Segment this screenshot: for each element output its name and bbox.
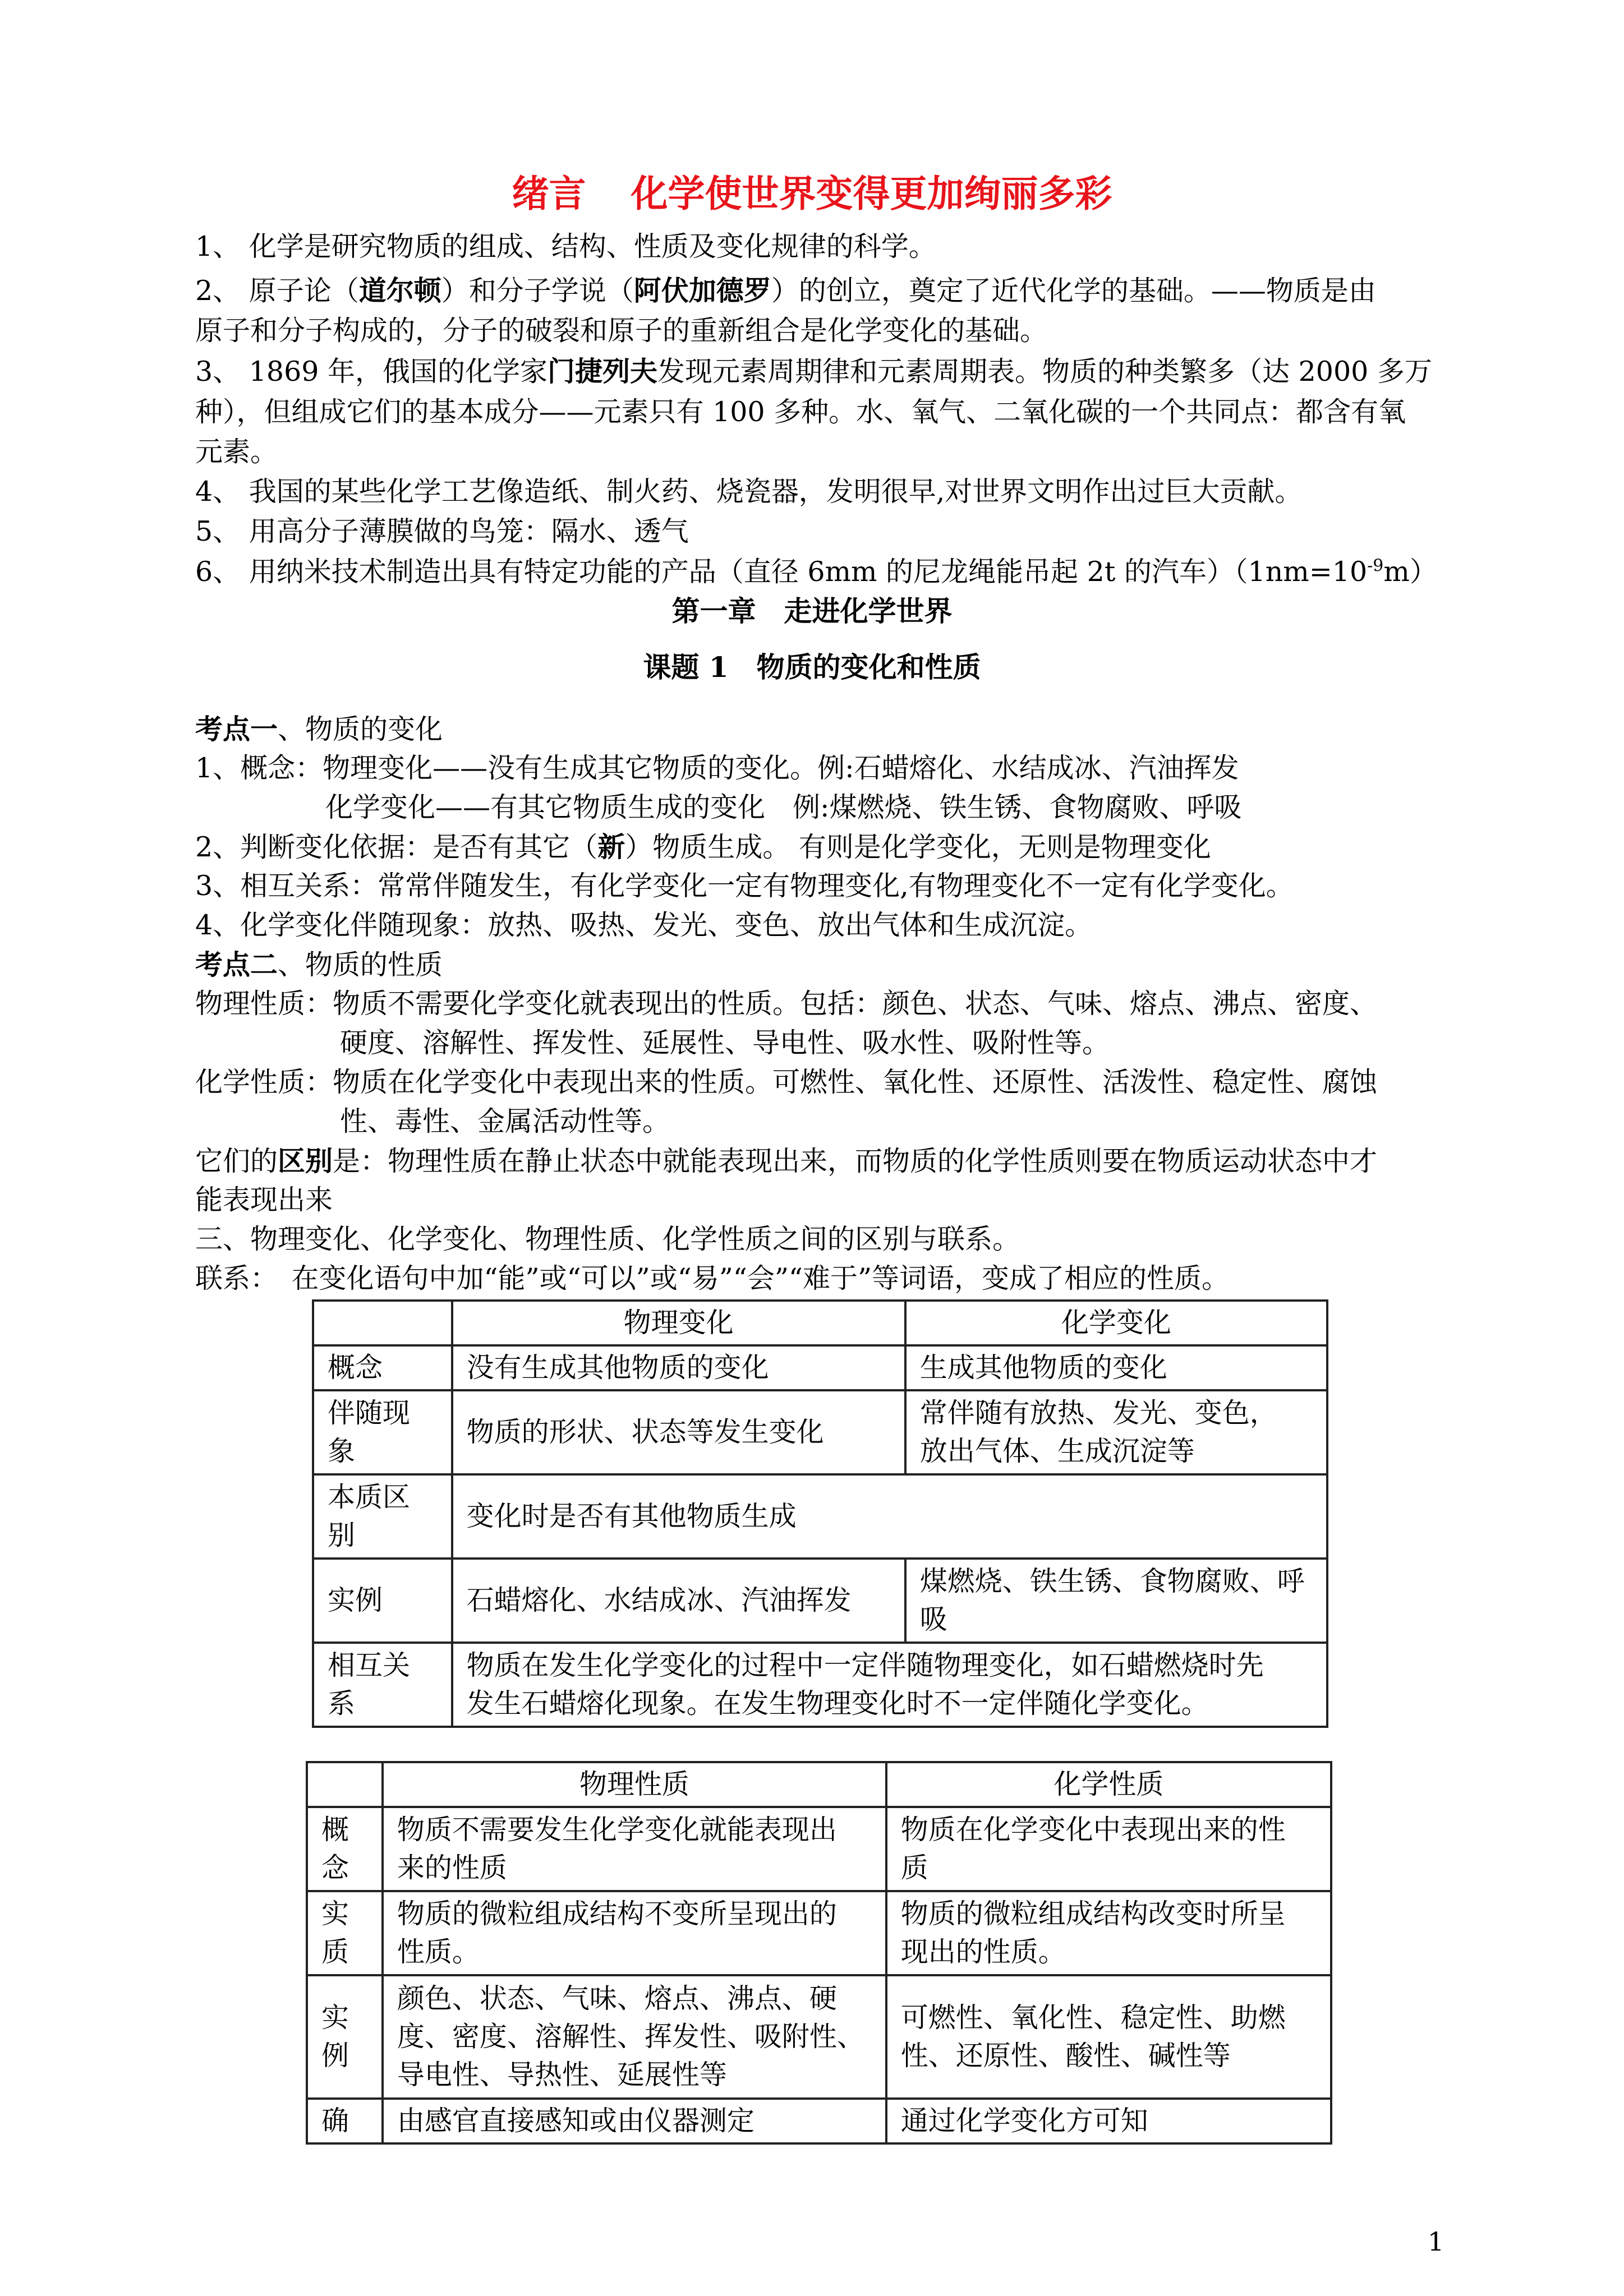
s1-line-3: 2、判断变化依据：是否有其它（新）物质生成。 有则是化学变化，无则是物理变化 xyxy=(195,831,1211,863)
s1-line-1: 1、概念：物理变化——没有生成其它物质的变化。例:石蜡熔化、水结成冰、汽油挥发 xyxy=(195,752,1239,784)
s2-line-3: 化学性质：物质在化学变化中表现出来的性质。可燃性、氧化性、还原性、活泼性、稳定性、腐蚀 xyxy=(195,1066,1378,1098)
table-cell: 物质不需要发生化学变化就能表现出 来的性质 xyxy=(383,1807,886,1891)
page-title xyxy=(0,168,1624,219)
table-row xyxy=(313,1474,1327,1559)
intro-line-9: 6、 用纳米技术制造出具有特定功能的产品（直径 6mm 的尼龙绳能吊起 2t 的汽车）$(1nm=10^{-9}m)$ xyxy=(195,556,1437,588)
row-label: 实 例 xyxy=(307,1975,383,2099)
s1-line-4: 3、相互关系：常常伴随发生，有化学变化一定有物理变化,有物理变化不一定有化学变化。 xyxy=(195,870,1294,902)
s2-line-6: 能表现出来 xyxy=(195,1184,333,1216)
table-cell: 由感官直接感知或由仪器测定 xyxy=(383,2099,886,2143)
table-row xyxy=(313,1301,1327,1345)
table-row xyxy=(307,2099,1331,2143)
table-cell: 物质在发生化学变化的过程中一定伴随物理变化，如石蜡燃烧时先 发生石蜡熔化现象。在发生物理变化时不一定伴随化学变化。 xyxy=(452,1643,1327,1727)
table-cell: 煤燃烧、铁生锈、食物腐败、呼 吸 xyxy=(905,1559,1327,1643)
table-row xyxy=(307,1891,1331,1975)
title-part-1: 绪言 xyxy=(512,172,586,215)
row-label: 伴随现 象 xyxy=(313,1390,452,1474)
table-cell: 常伴随有放热、发光、变色， 放出气体、生成沉淀等 xyxy=(905,1390,1327,1474)
table-cell: 生成其他物质的变化 xyxy=(905,1345,1327,1390)
s2-line-5: 它们的区别是：物理性质在静止状态中就能表现出来，而物质的化学性质则要在物质运动状态中才 xyxy=(195,1145,1378,1177)
intro-line-6: 元素。 xyxy=(195,436,278,468)
property-comparison-table xyxy=(306,1761,1332,2145)
chapter-heading: 第一章 走进化学世界 xyxy=(671,594,953,628)
s1-line-2: 化学变化——有其它物质生成的变化 例:煤燃烧、铁生锈、食物腐败、呼吸 xyxy=(325,791,1242,823)
table-row xyxy=(307,1807,1331,1891)
table-cell: 通过化学变化方可知 xyxy=(886,2099,1331,2143)
change-comparison-table xyxy=(312,1299,1328,1728)
table-cell: 石蜡熔化、水结成冰、汽油挥发 xyxy=(452,1559,905,1643)
table-cell: 可燃性、氧化性、稳定性、助燃 性、还原性、酸性、碱性等 xyxy=(886,1975,1331,2099)
table-cell: 物质的形状、状态等发生变化 xyxy=(452,1390,905,1474)
table-header-physical-change: 物理变化 xyxy=(452,1301,905,1345)
kaodian-2-heading: 考点二、物质的性质 xyxy=(195,948,443,981)
row-label: 概 念 xyxy=(307,1807,383,1891)
table-cell: 物质的微粒组成结构不变所呈现出的 性质。 xyxy=(383,1891,886,1975)
lesson-heading: 课题 1 物质的变化和性质 xyxy=(643,651,981,684)
row-label: 实例 xyxy=(313,1559,452,1643)
intro-line-5: 种），但组成它们的基本成分——元素只有 100 多种。水、氧气、二氧化碳的一个共同点：都含有氧 xyxy=(195,396,1406,428)
table-row xyxy=(313,1345,1327,1390)
table-cell xyxy=(307,1762,383,1807)
row-label: 确 xyxy=(307,2099,383,2143)
table-row xyxy=(307,1975,1331,2099)
table-header-chemical-property: 化学性质 xyxy=(886,1762,1331,1807)
row-label: 本质区 别 xyxy=(313,1474,452,1559)
table-cell: 变化时是否有其他物质生成 xyxy=(452,1474,1327,1559)
intro-line-1: 1、 化学是研究物质的组成、结构、性质及变化规律的科学。 xyxy=(195,230,936,262)
table-row xyxy=(313,1643,1327,1727)
table-cell: 颜色、状态、气味、熔点、沸点、硬 度、密度、溶解性、挥发性、吸附性、 导电性、导热性、延展性等 xyxy=(383,1975,886,2099)
intro-line-7: 4、 我国的某些化学工艺像造纸、制火药、烧瓷器，发明很早,对世界文明作出过巨大贡献。 xyxy=(195,476,1303,508)
table-header-physical-property: 物理性质 xyxy=(383,1762,886,1807)
intro-line-2: 2、 原子论（道尔顿）和分子学说（阿伏加德罗）的创立，奠定了近代化学的基础。——物质是由 xyxy=(195,274,1376,307)
title-part-2: 化学使世界变得更加绚丽多彩 xyxy=(631,172,1112,215)
table-row xyxy=(313,1559,1327,1643)
intro-line-4: 3、 1869 年，俄国的化学家门捷列夫发现元素周期律和元素周期表。物质的种类繁多（达 2000 多万 xyxy=(195,355,1432,388)
row-label: 概念 xyxy=(313,1345,452,1390)
s1-line-5: 4、化学变化伴随现象：放热、吸热、发光、变色、放出气体和生成沉淀。 xyxy=(195,909,1093,941)
s2-line-7: 三、物理变化、化学变化、物理性质、化学性质之间的区别与联系。 xyxy=(195,1223,1020,1255)
row-label: 相互关 系 xyxy=(313,1643,452,1727)
intro-line-8: 5、 用高分子薄膜做的鸟笼：隔水、透气 xyxy=(195,515,689,547)
s2-line-1: 物理性质：物质不需要化学变化就表现出的性质。包括：颜色、状态、气味、熔点、沸点、密度、 xyxy=(195,988,1378,1020)
s2-line-4: 性、毒性、金属活动性等。 xyxy=(340,1105,670,1137)
table-row xyxy=(313,1390,1327,1474)
row-label: 实 质 xyxy=(307,1891,383,1975)
s2-line-2: 硬度、溶解性、挥发性、延展性、导电性、吸水性、吸附性等。 xyxy=(340,1027,1110,1059)
intro-line-3: 原子和分子构成的，分子的破裂和原子的重新组合是化学变化的基础。 xyxy=(195,315,1048,347)
kaodian-1-heading: 考点一、物质的变化 xyxy=(195,713,443,745)
table-cell xyxy=(313,1301,452,1345)
table-row xyxy=(307,1762,1331,1807)
table-cell: 物质的微粒组成结构改变时所呈 现出的性质。 xyxy=(886,1891,1331,1975)
table-header-chemical-change: 化学变化 xyxy=(905,1301,1327,1345)
page-number: 1 xyxy=(1428,2226,1444,2257)
table-cell: 没有生成其他物质的变化 xyxy=(452,1345,905,1390)
table-cell: 物质在化学变化中表现出来的性 质 xyxy=(886,1807,1331,1891)
s2-line-8: 联系： 在变化语句中加“能”或“可以”或“易”“会”“难于”等词语，变成了相应的性质。 xyxy=(195,1262,1230,1294)
